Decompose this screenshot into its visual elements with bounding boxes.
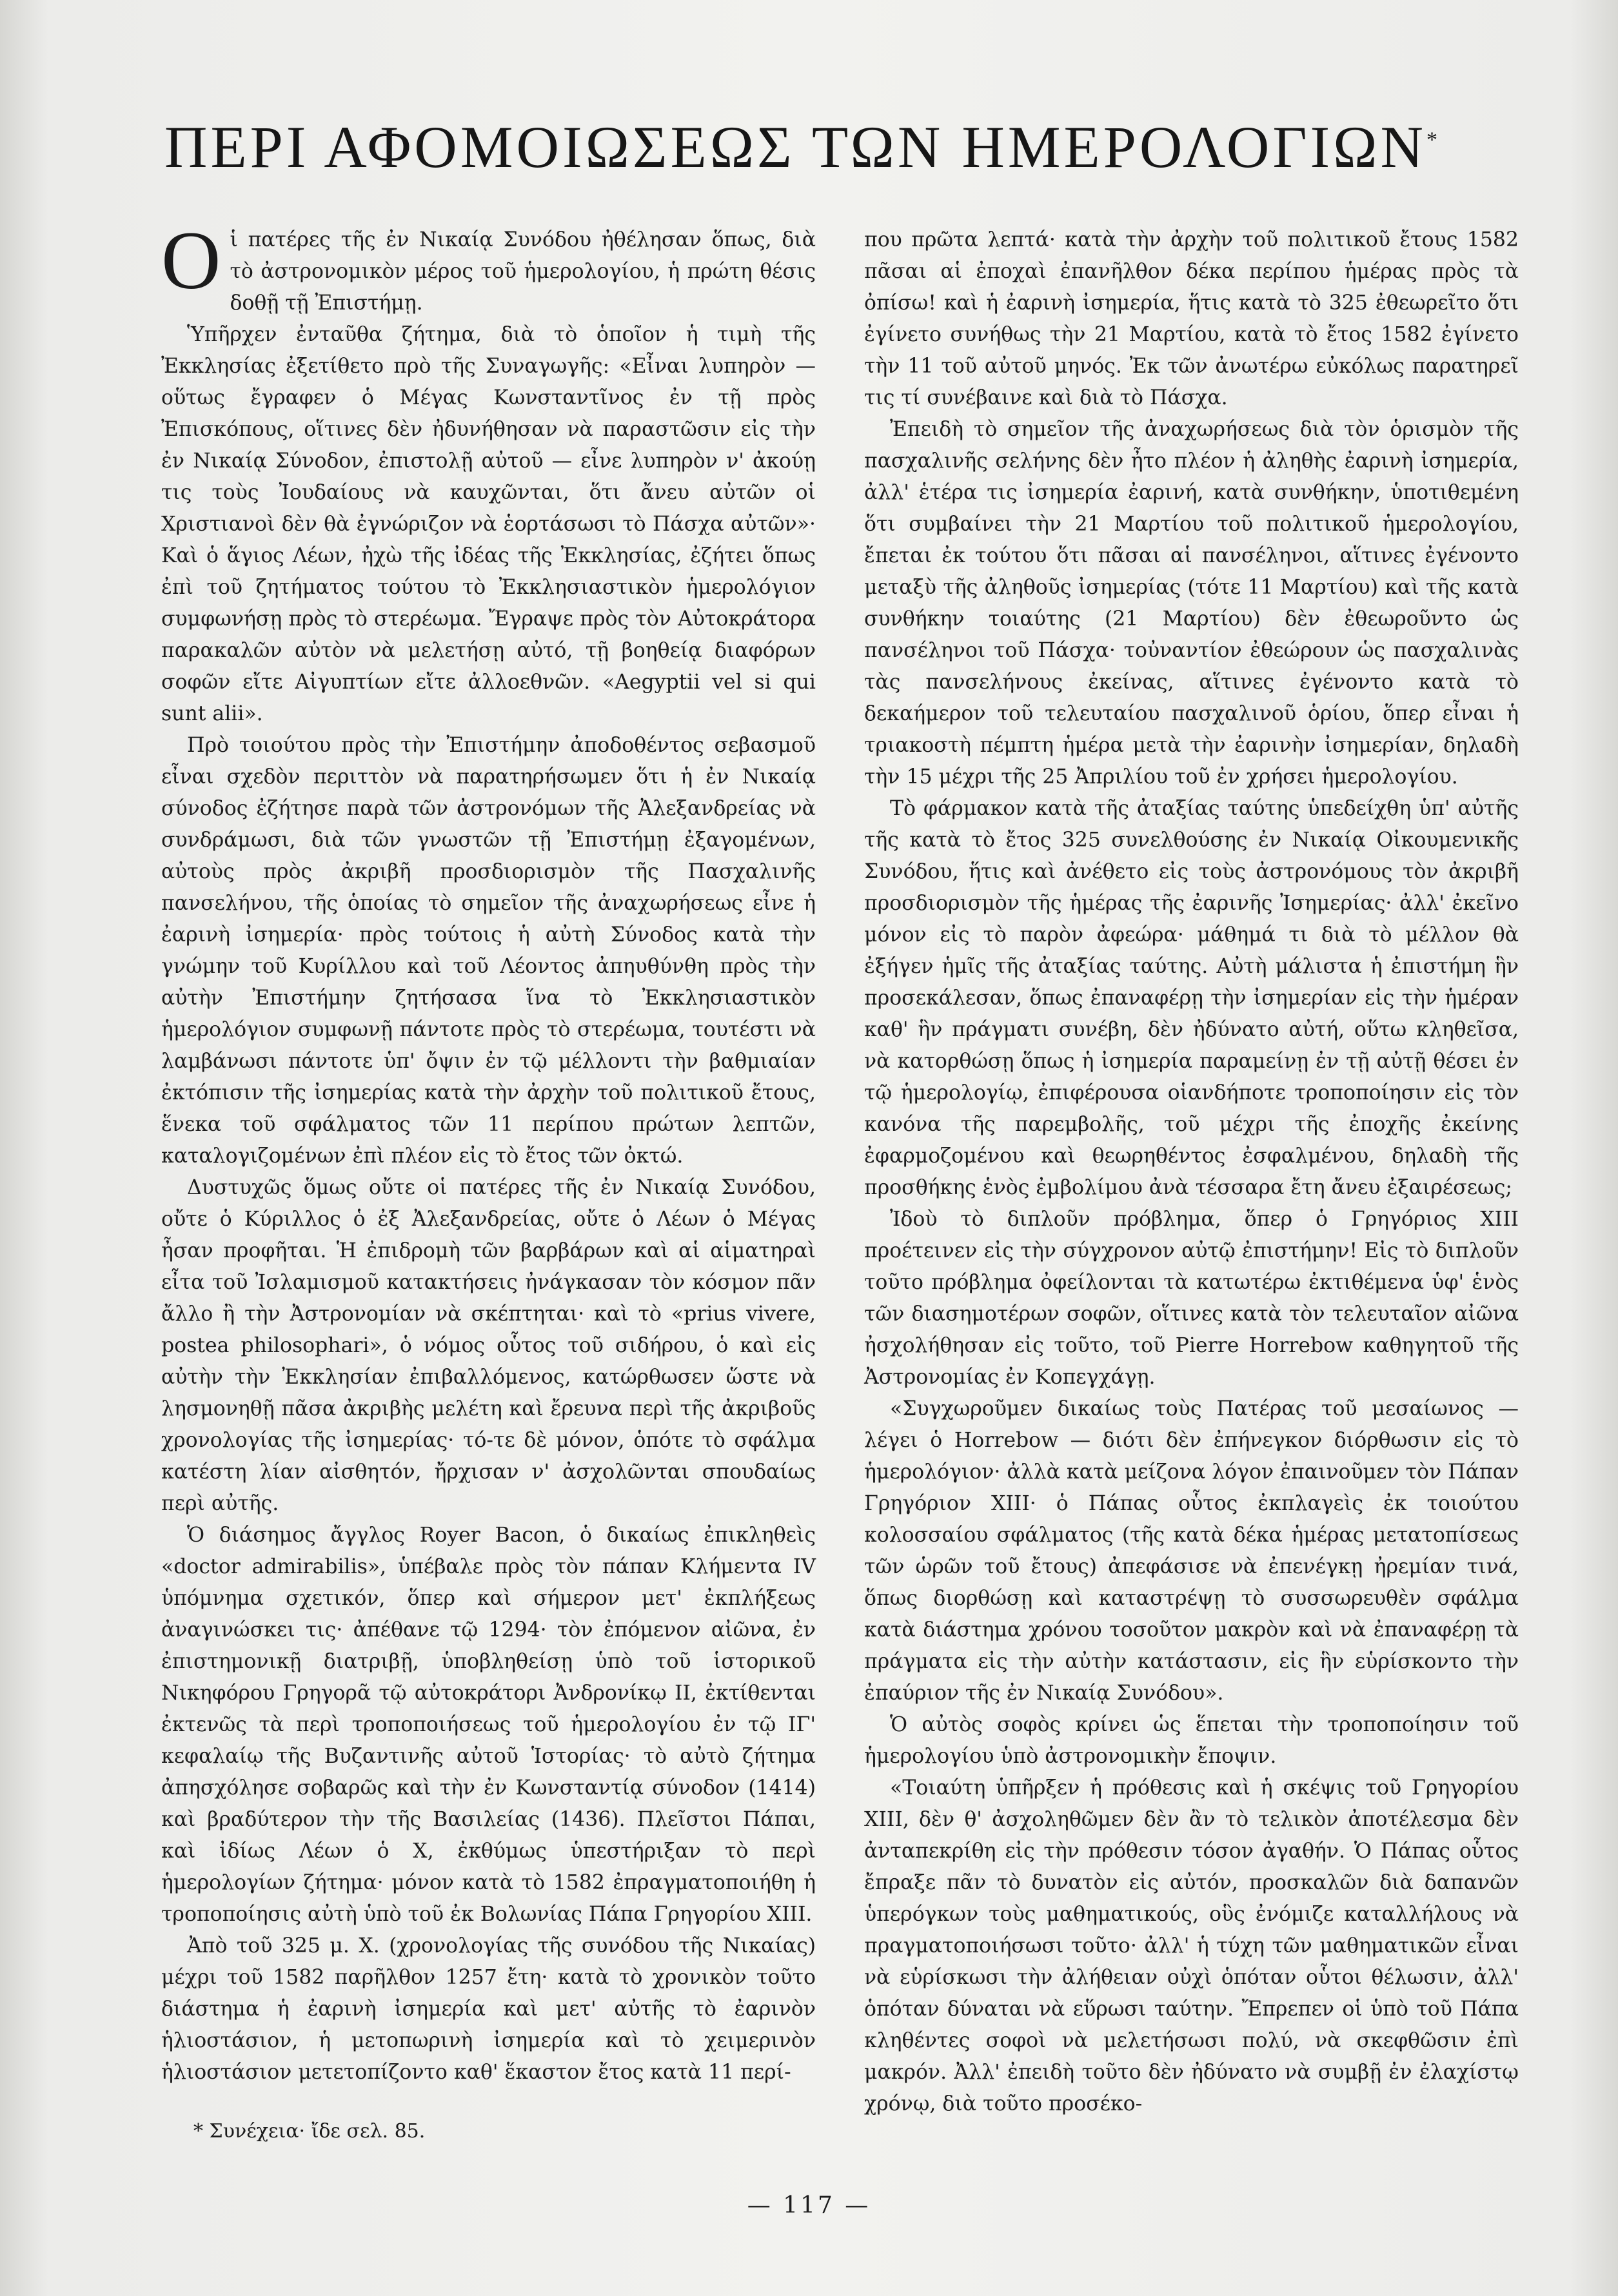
article-title-text: ΠΕΡΙ ΑΦΟΜΟΙΩΣΕΩΣ ΤΩΝ ΗΜΕΡΟΛΟΓΙΩΝ (164, 114, 1426, 180)
paragraph: Ἀπὸ τοῦ 325 μ. Χ. (χρονολογίας τῆς συνόδου τῆς Νικαίας) μέχρι τοῦ 1582 παρῆλθον 1257 ἔτη· κατὰ τὸ χρονικὸν τοῦτο διάστημα ἡ ἐαρινὴ ἰσημερία καὶ μετ' αὐτῆς τὸ ἐαρινὸν ἡλιοστάσιον, ἡ μετοπωρινὴ ἰσημερία καὶ τὸ χειμερινὸν ἡλιοστάσιον μετετοπίζοντο καθ' ἕκαστον ἔτος κατὰ 11 περί- (161, 1934, 816, 2084)
paragraph: Ἐπειδὴ τὸ σημεῖον τῆς ἀναχωρήσεως διὰ τὸν ὁρισμὸν τῆς πασχαλινῆς σελήνης δὲν ἦτο πλέον ἡ ἀληθὴς ἐαρινὴ ἰσημερία, ἀλλ' ἑτέρα τις ἰσημερία ἐαρινή, κατὰ συνθήκην, ὑποτιθεμένη ὅτι συμβαίνει τὴν 21 Μαρτίου τοῦ πολιτικοῦ ἡμερολογίου, ἔπεται ἐκ τούτου ὅτι πᾶσαι αἱ πανσέληνοι, αἵτινες ἐγένοντο μεταξὺ τῆς ἀληθοῦς ἰσημερίας (τότε 11 Μαρτίου) καὶ τῆς κατὰ συνθήκην τοιαύτης (21 Μαρτίου) δὲν ἐθεωροῦντο ὡς πανσέληνοι τοῦ Πάσχα· τοὐναντίον ἐθεώρουν ὡς πασχαλινὰς τὰς πανσελήνους ἐκείνας, αἵτινες ἐγένοντο κατὰ τὸ δεκαήμερον τοῦ τελευταίου πασχαλινοῦ ὁρίου, ὅπερ εἶναι ἡ τριακοστὴ πέμπτη ἡμέρα μετὰ τὴν ἐαρινὴν ἰσημερίαν, δηλαδὴ τὴν 15 μέχρι τῆς 25 Ἀπριλίου τοῦ ἐν χρήσει ἡμερολογίου. (864, 418, 1519, 789)
page-number: — 117 — (747, 2192, 871, 2219)
paragraph (161, 215, 816, 319)
paragraph-text: ἱ πατέρες τῆς ἐν Νικαίᾳ Συνόδου ἠθέλησαν ὅπως, διὰ τὸ ἀστρονομικὸν μέρος τοῦ ἡμερολογίου, ἡ πρώτη θέσις δοθῇ τῇ Ἐπιστήμῃ. (230, 228, 816, 315)
right-column (864, 224, 1519, 2115)
paragraph: «Συγχωροῦμεν δικαίως τοὺς Πατέρας τοῦ μεσαίωνος — λέγει ὁ Horrebow — διότι δὲν ἐπήνεγκον διόρθωσιν εἰς τὸ ἡμερολόγιον· ἀλλὰ κατὰ μείζονα λόγον ἐπαινοῦμεν τὸν Πάπαν Γρηγόριον XIII· ὁ Πάπας οὗτος ἐκπλαγεὶς ἐκ τοιούτου κολοσσαίου σφάλματος (τῆς κατὰ δέκα ἡμέρας μετατοπίσεως τῶν ὡρῶν τοῦ ἔτους) ἀπεφάσισε νὰ ἐπενέγκῃ ἠρεμίαν τινά, ὅπως διορθώσῃ καὶ καταστρέψῃ τὸ συσσωρευθὲν σφάλμα κατὰ διάστημα χρόνου τοσοῦτον μακρὸν καὶ νὰ ἐπαναφέρῃ τὰ πράγματα εἰς τὴν αὐτὴν κατάστασιν, εἰς ἣν εὑρίσκοντο τὴν ἐπαύριον τῆς ἐν Νικαίᾳ Συνόδου». (864, 1397, 1519, 1705)
footnote: * Συνέχεια· ἴδε σελ. 85. (193, 2120, 426, 2143)
left-column (161, 215, 816, 2094)
paragraph: Ἰδοὺ τὸ διπλοῦν πρόβλημα, ὅπερ ὁ Γρηγόριος XIII προέτεινεν εἰς τὴν σύγχρονον αὐτῷ ἐπιστήμην! Εἰς τὸ διπλοῦν τοῦτο πρόβλημα ὀφείλονται τὰ κατωτέρω ἐκτιθέμενα ὑφ' ἑνὸς τῶν διασημοτέρων σοφῶν, οἵτινες κατὰ τὸν τελευταῖον αἰῶνα ἠσχολήθησαν εἰς τοῦτο, τοῦ Pierre Horrebow καθηγητοῦ τῆς Ἀστρονομίας ἐν Κοπεγχάγῃ. (864, 1208, 1519, 1389)
drop-cap: Ο (161, 215, 221, 306)
paragraph: «Τοιαύτη ὑπῆρξεν ἡ πρόθεσις καὶ ἡ σκέψις τοῦ Γρηγορίου XIII, δὲν θ' ἀσχοληθῶμεν δὲν ἂν τὸ τελικὸν ἀποτέλεσμα δὲν ἀνταπεκρίθη εἰς τὴν πρόθεσιν τόσον ἀγαθήν. Ὁ Πάπας οὗτος ἔπραξε πᾶν τὸ δυνατὸν εἰς αὐτόν, προσκαλῶν διὰ δαπανῶν ὑπερόγκων τοὺς μαθηματικούς, οὓς ἐνόμιζε καταλλήλους νὰ πραγματοποιήσωσι τοῦτο· ἀλλ' ἡ τύχη τῶν μαθηματικῶν εἶναι νὰ εὑρίσκωσι τὴν ἀλήθειαν οὐχὶ ὁπόταν οὗτοι θέλωσιν, ἀλλ' ὁπόταν δύναται νὰ εὕρωσι ταύτην. Ἔπρεπεν οἱ ὑπὸ τοῦ Πάπα κληθέντες σοφοὶ νὰ μελετήσωσι πολύ, νὰ σκεφθῶσιν ἐπὶ μακρόν. Ἀλλ' ἐπειδὴ τοῦτο δὲν ἠδύνατο νὰ συμβῇ ἐν ἐλαχίστῳ χρόνῳ, διὰ τοῦτο προσέκο- (864, 1776, 1519, 2115)
article-title (164, 113, 1486, 181)
paragraph: Ὁ διάσημος ἄγγλος Royer Bacon, ὁ δικαίως ἐπικληθεὶς «doctor admirabilis», ὑπέβαλε πρὸς τὸν πάπαν Κλήμεντα IV ὑπόμνημα σχετικόν, ὅπερ καὶ σήμερον μετ' ἐκπλήξεως ἀναγινώσκει τις· ἀπέθανε τῷ 1294· τὸν ἐπόμενον αἰῶνα, ἐν ἐπιστημονικῇ διατριβῇ, ὑποβληθείσῃ ὑπὸ τοῦ ἱστορικοῦ Νικηφόρου Γρηγορᾶ τῷ αὐτοκράτορι Ἀνδρονίκῳ II, ἐκτίθενται ἐκτενῶς τὰ περὶ τροποποιήσεως τοῦ ἡμερολογίου ἐν τῷ ΙΓ' κεφαλαίῳ τῆς Βυζαντινῆς αὐτοῦ Ἱστορίας· τὸ αὐτὸ ζήτημα ἀπησχόλησε σοβαρῶς καὶ τὴν ἐν Κωνσταντίᾳ σύνοδον (1414) καὶ βραδύτερον τὴν τῆς Βασιλείας (1436). Πλεῖστοι Πάπαι, καὶ ἰδίως Λέων ὁ Χ, ἐκθύμως ὑπεστήριξαν τὸ περὶ ἡμερολογίων ζήτημα· μόνον κατὰ τὸ 1582 ἐπραγματοποιήθη ἡ τροποποίησις αὐτὴ ὑπὸ τοῦ ἐκ Βολωνίας Πάπα Γρηγορίου XIII. (161, 1524, 816, 1926)
paragraph: Τὸ φάρμακον κατὰ τῆς ἀταξίας ταύτης ὑπεδείχθη ὑπ' αὐτῆς τῆς κατὰ τὸ ἔτος 325 συνελθούσης ἐν Νικαίᾳ Οἰκουμενικῆς Συνόδου, ἥτις καὶ ἀνέθετο εἰς τοὺς ἀστρονόμους τὸν ἀκριβῆ προσδιορισμὸν τῆς ἡμέρας τῆς ἐαρινῆς Ἰσημερίας· ἀλλ' ἐκεῖνο μόνον εἰς τὸ παρὸν ἀφεώρα· μάθημά τι διὰ τὸ μέλλον θὰ ἐξήγεν ἡμῖς τῆς ἀταξίας ταύτης. Αὐτὴ μάλιστα ἡ ἐπιστήμη ἣν προσεκάλεσαν, ὅπως ἐπαναφέρῃ τὴν ἰσημερίαν εἰς τὴν ἡμέραν καθ' ἣν πράγματι συνέβη, δὲν ἠδύνατο αὐτή, οὕτω κληθεῖσα, νὰ κατορθώσῃ ὅπως ἡ ἰσημερία παραμείνῃ ἐν τῇ αὐτῇ θέσει ἐν τῷ ἡμερολογίῳ, ἐπιφέρουσα οἱανδήποτε τροποποίησιν εἰς τὸν κανόνα τῆς παρεμβολῆς, τοῦ μέχρι τῆς ἐποχῆς ἐκείνης ἐφαρμοζομένου καὶ θεωρηθέντος ἐσφαλμένου, δηλαδὴ τῆς προσθήκης ἑνὸς ἐμβολίμου ἀνὰ τέσσαρα ἔτη ἄνευ ἐξαιρέσεως; (864, 797, 1519, 1199)
paragraph: που πρῶτα λεπτά· κατὰ τὴν ἀρχὴν τοῦ πολιτικοῦ ἔτους 1582 πᾶσαι αἱ ἐποχαὶ ἐπανῆλθον δέκα περίπου ἡμέρας πρὸς τὰ ὀπίσω! καὶ ἡ ἐαρινὴ ἰσημερία, ἥτις κατὰ τὸ 325 ἐθεωρεῖτο ὅτι ἐγίνετο συνήθως τὴν 21 Μαρτίου, κατὰ τὸ ἔτος 1582 ἐγίνετο τὴν 11 τοῦ αὐτοῦ μηνός. Ἐκ τῶν ἀνωτέρω εὐκόλως παρατηρεῖ τις τί συνέβαινε καὶ διὰ τὸ Πάσχα. (864, 228, 1519, 409)
paragraph: Ὑπῆρχεν ἐνταῦθα ζήτημα, διὰ τὸ ὁποῖον ἡ τιμὴ τῆς Ἐκκλησίας ἐξετίθετο πρὸ τῆς Συναγωγῆς: «Εἶναι λυπηρὸν — οὕτως ἔγραφεν ὁ Μέγας Κωνσταντῖνος ἐν τῇ πρὸς Ἐπισκόπους, οἵτινες δὲν ἠδυνήθησαν νὰ παραστῶσιν εἰς τὴν ἐν Νικαίᾳ Σύνοδον, ἐπιστολῇ αὐτοῦ — εἶνε λυπηρὸν ν' ἀκούῃ τις τοὺς Ἰουδαίους νὰ καυχῶνται, ὅτι ἄνευ αὐτῶν οἱ Χριστιανοὶ δὲν θὰ ἐγνώριζον νὰ ἑορτάσωσι τὸ Πάσχα αὐτῶν»· Καὶ ὁ ἅγιος Λέων, ἠχὼ τῆς ἰδέας τῆς Ἐκκλησίας, ἐζήτει ὅπως ἐπὶ τοῦ ζητήματος τούτου τὸ Ἐκκλησιαστικὸν ἡμερολόγιον συμφωνήσῃ πρὸς τὸ στερέωμα. Ἔγραψε πρὸς τὸν Αὐτοκράτορα παρακαλῶν αὐτὸν νὰ μελετήσῃ αὐτό, τῇ βοηθείᾳ διαφόρων σοφῶν εἴτε Αἰγυπτίων εἴτε ἀλλοεθνῶν. «Aegyptii vel si qui sunt alii». (161, 323, 816, 725)
title-footnote-mark: * (1426, 128, 1441, 152)
paragraph: Πρὸ τοιούτου πρὸς τὴν Ἐπιστήμην ἀποδοθέντος σεβασμοῦ εἶναι σχεδὸν περιττὸν νὰ παρατηρήσωμεν ὅτι ἡ ἐν Νικαίᾳ σύνοδος ἐζήτησε παρὰ τῶν ἀστρονόμων τῆς Ἀλεξανδρείας νὰ συνδράμωσι, διὰ τῶν γνωστῶν τῇ Ἐπιστήμῃ ἐξαγομένων, αὐτοὺς πρὸς ἀκριβῆ προσδιορισμὸν τῆς Πασχαλινῆς πανσελήνου, τῆς ὁποίας τὸ σημεῖον τῆς ἀναχωρήσεως εἶνε ἡ ἐαρινὴ ἰσημερία· πρὸς τούτοις ἡ αὐτὴ Σύνοδος κατὰ τὴν γνώμην τοῦ Κυρίλλου καὶ τοῦ Λέοντος ἀπηυθύνθη πρὸς τὴν αὐτὴν Ἐπιστήμην ζητήσασα ἵνα τὸ Ἐκκλησιαστικὸν ἡμερολόγιον συμφωνῇ πάντοτε πρὸς τὸ στερέωμα, τουτέστι νὰ λαμβάνωσι πάντοτε ὑπ' ὄψιν ἐν τῷ μέλλοντι τὴν βαθμιαίαν ἐκτόπισιν τῆς ἰσημερίας κατὰ τὴν ἀρχὴν τοῦ πολιτικοῦ ἔτους, ἕνεκα τοῦ σφάλματος τῶν 11 περίπου πρώτων λεπτῶν, καταλογιζομένων ἐπὶ πλέον εἰς τὸ ἔτος τῶν ὀκτώ. (161, 734, 816, 1168)
paragraph: Δυστυχῶς ὅμως οὔτε οἱ πατέρες τῆς ἐν Νικαίᾳ Συνόδου, οὔτε ὁ Κύριλλος ὁ ἐξ Ἀλεξανδρείας, οὔτε ὁ Λέων ὁ Μέγας ἦσαν προφῆται. Ἡ ἐπιδρομὴ τῶν βαρβάρων καὶ αἱ αἱματηραὶ εἶτα τοῦ Ἰσλαμισμοῦ κατακτήσεις ἠνάγκασαν τὸν κόσμον πᾶν ἄλλο ἢ τὴν Ἀστρονομίαν νὰ σκέπτηται· καὶ τὸ «prius vivere, postea philosophari», ὁ νόμος οὗτος τοῦ σιδήρου, ὁ καὶ εἰς αὐτὴν τὴν Ἐκκλησίαν ἐπιβαλλόμενος, κατώρθωσεν ὥστε νὰ λησμονηθῇ πᾶσα ἀκριβὴς μελέτη καὶ ἔρευνα περὶ τῆς ἀκριβοῦς χρονολογίας τῆς ἰσημερίας· τό-τε δὲ μόνον, ὁπότε τὸ σφάλμα κατέστη λίαν αἰσθητόν, ἤρχισαν ν' ἀσχολῶνται σπουδαίως περὶ αὐτῆς. (161, 1176, 816, 1515)
paragraph: Ὁ αὐτὸς σοφὸς κρίνει ὡς ἕπεται τὴν τροποποίησιν τοῦ ἡμερολογίου ὑπὸ ἀστρονομικὴν ἔποψιν. (864, 1713, 1519, 1768)
